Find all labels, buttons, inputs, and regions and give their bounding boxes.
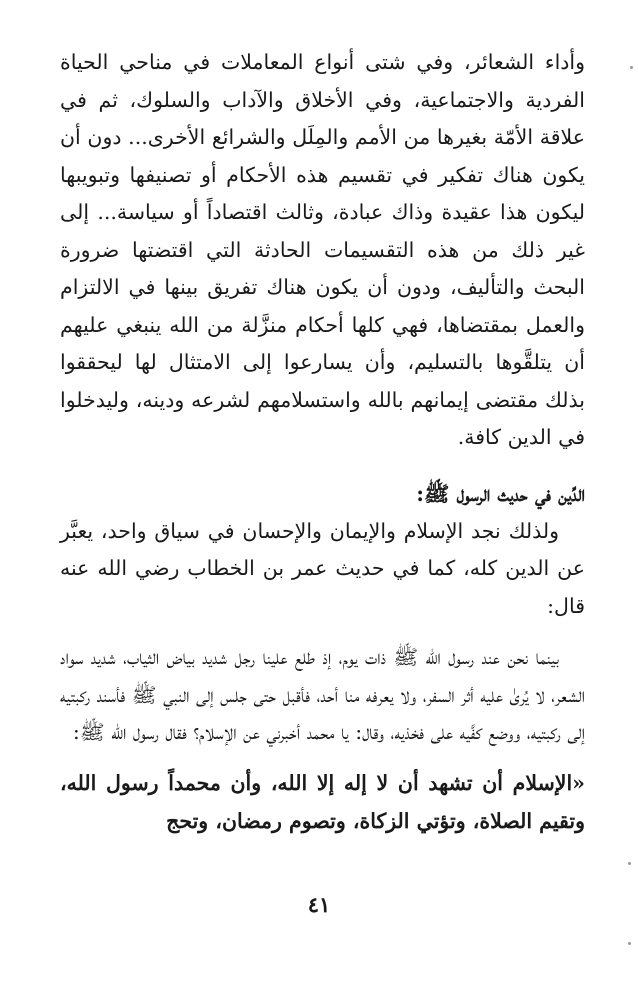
section-paragraph: ولذلك نجد الإسلام والإيمان والإحسان في سياق واحد، يعبَّر عن الدين كله، كما في حديث عمر بن الخطاب رضي الله عنه قال: (60, 518, 585, 618)
intro-paragraph: وأداء الشعائر، وفي شتى أنواع المعاملات في مناحي الحياة الفردية والاجتماعية، وفي الأخلاق والآداب والسلوك، ثم في علاقة الأمّة بغيرها من الأمم والمِلَل والشرائع الأخرى... دون أن يكون هناك تفكير في تقسيم هذه الأحكام أو تصنيفها وتبويبها ليكون هذا عقيدة وذاك عبادة، وثالث اقتصاداً أو سياسة... إلى غير ذلك من هذه التقسيمات الحادثة التي اقتضتها ضرورة البحث والتأليف، ودون أن يكون هناك تفريق بينها في الالتزام والعمل بمقتضاها، فهي كلها أحكام منزَّلة من الله ينبغي عليهم أن يتلقَّوها بالتسليم، وأن يسارعوا إلى الامتثال لها ليحققوا بذلك مقتضى إيمانهم بالله واستسلامهم لشرعه ودينه، وليدخلوا في الدين كافة. (60, 50, 585, 449)
scan-speck (628, 942, 631, 945)
scan-speck (630, 66, 633, 69)
page-number: ٤١ (307, 892, 331, 917)
hadith-quote: «الإسلام أن تشهد أن لا إله إلا الله، وأن محمداً رسول الله، وتقيم الصلاة، وتؤتي الزكاة، وتصوم رمضان، وتحج (60, 770, 585, 833)
hadith-paragraph: بينما نحن عند رسول الله ﷺ ذات يوم، إذ طلع علينا رجل شديد بياض الثياب، شديد سواد الشعر، لا يُرىٰ عليه أثر السفر، ولا يعرفه منا أحد، فأقبل حتى جلس إلى النبي ﷺ فأسند ركبتيه إلى ركبتيه، ووضع كفَّيه على فخذيه، وقال: يا محمد أخبرني عن الإسلام؟ فقال رسول الله ﷺ: (60, 645, 585, 744)
scan-speck (628, 862, 631, 865)
section-heading: الدِّين في حديث الرسول ﷺ: (416, 480, 585, 506)
page-content (60, 44, 585, 840)
